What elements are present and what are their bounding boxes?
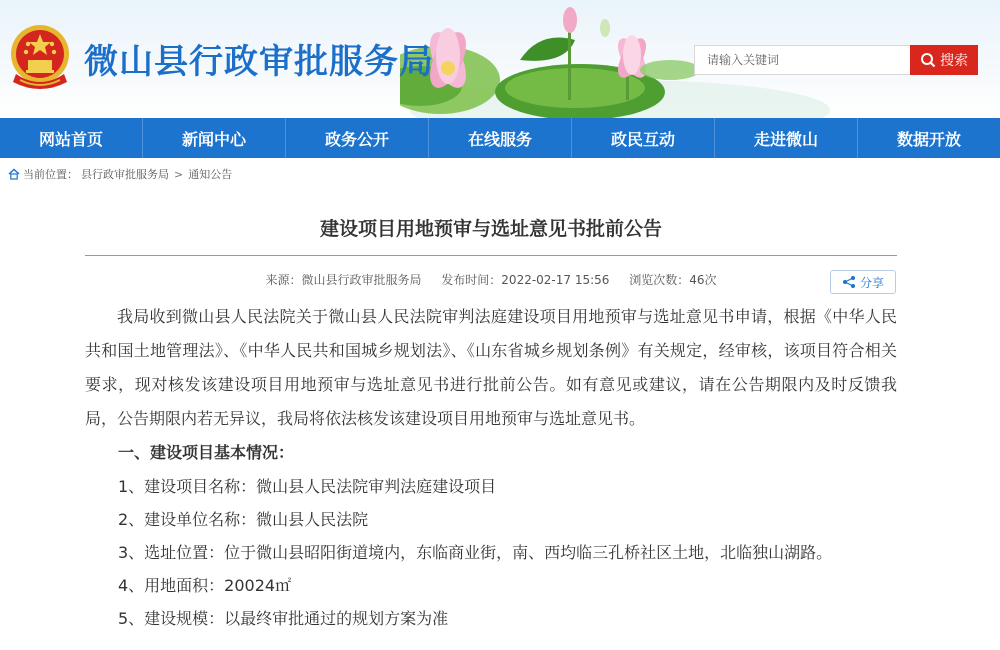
- title-divider: [85, 255, 897, 256]
- list-item: 4、用地面积：20024㎡: [118, 576, 292, 595]
- nav-item-online-service[interactable]: 在线服务: [429, 118, 572, 158]
- breadcrumb-separator: >: [174, 167, 184, 181]
- list-item: 2、建设单位名称：微山县人民法院: [118, 510, 369, 529]
- article-intro: 我局收到微山县人民法院关于微山县人民法院审判法庭建设项目用地预审与选址意见书申请，根据《中华人民共和国土地管理法》、《中华人民共和国城乡规划法》、《山东省城乡规划条例》有关规定，经审核，该项目符合相关要求，现对核发该建设项目用地预审与选址意见书进行批前公告。如有意见或建议，请在公告期限内及时反馈我局，公告期限内若无异议，我局将依法核发该建设项目用地预审与选址意见书。: [85, 307, 897, 428]
- site-title: 微山县行政审批服务局: [84, 42, 434, 82]
- breadcrumb: [8, 166, 232, 182]
- search-input[interactable]: [694, 45, 910, 75]
- article-source: 来源：微山县行政审批服务局: [265, 273, 422, 287]
- main-nav: [0, 118, 1000, 158]
- list-item: 3、选址位置：位于微山县昭阳街道境内，东临商业街，南、西均临三孔桥社区土地，北临独山湖路。: [118, 543, 833, 562]
- list-item: 5、建设规模：以最终审批通过的规划方案为准: [118, 609, 449, 628]
- article-body: [85, 300, 897, 635]
- breadcrumb-item-bureau[interactable]: 县行政审批服务局: [81, 168, 169, 181]
- share-label: 分享: [859, 275, 884, 290]
- nav-item-open-data[interactable]: 数据开放: [896, 129, 961, 149]
- search-button-label: 搜索: [940, 53, 968, 69]
- article-views: 浏览次数：46次: [629, 273, 717, 287]
- site-header: [0, 0, 1000, 118]
- list-item: 1、建设项目名称：微山县人民法院审判法庭建设项目: [118, 477, 497, 496]
- nav-item-gov-affairs[interactable]: 政务公开: [286, 118, 429, 158]
- nav-item-home[interactable]: 网站首页: [0, 118, 143, 158]
- home-icon: [8, 168, 20, 180]
- search-button[interactable]: [910, 45, 978, 75]
- share-button[interactable]: [830, 270, 896, 294]
- search-icon: [920, 52, 936, 68]
- share-icon: [842, 275, 856, 289]
- breadcrumb-item-notices[interactable]: 通知公告: [188, 168, 233, 181]
- nav-item-about-weishan[interactable]: 走进微山: [715, 118, 858, 158]
- nav-item-interaction[interactable]: 政民互动: [572, 118, 715, 158]
- section-heading: 一、建设项目基本情况：: [118, 443, 295, 462]
- article-meta: [85, 271, 897, 288]
- article-published: 发布时间：2022-02-17 15:56: [441, 273, 610, 287]
- nav-item-news[interactable]: 新闻中心: [143, 118, 286, 158]
- national-emblem-icon: [8, 22, 72, 94]
- article-title: 建设项目用地预审与选址意见书批前公告: [319, 218, 662, 240]
- breadcrumb-prefix: 当前位置：: [23, 168, 78, 181]
